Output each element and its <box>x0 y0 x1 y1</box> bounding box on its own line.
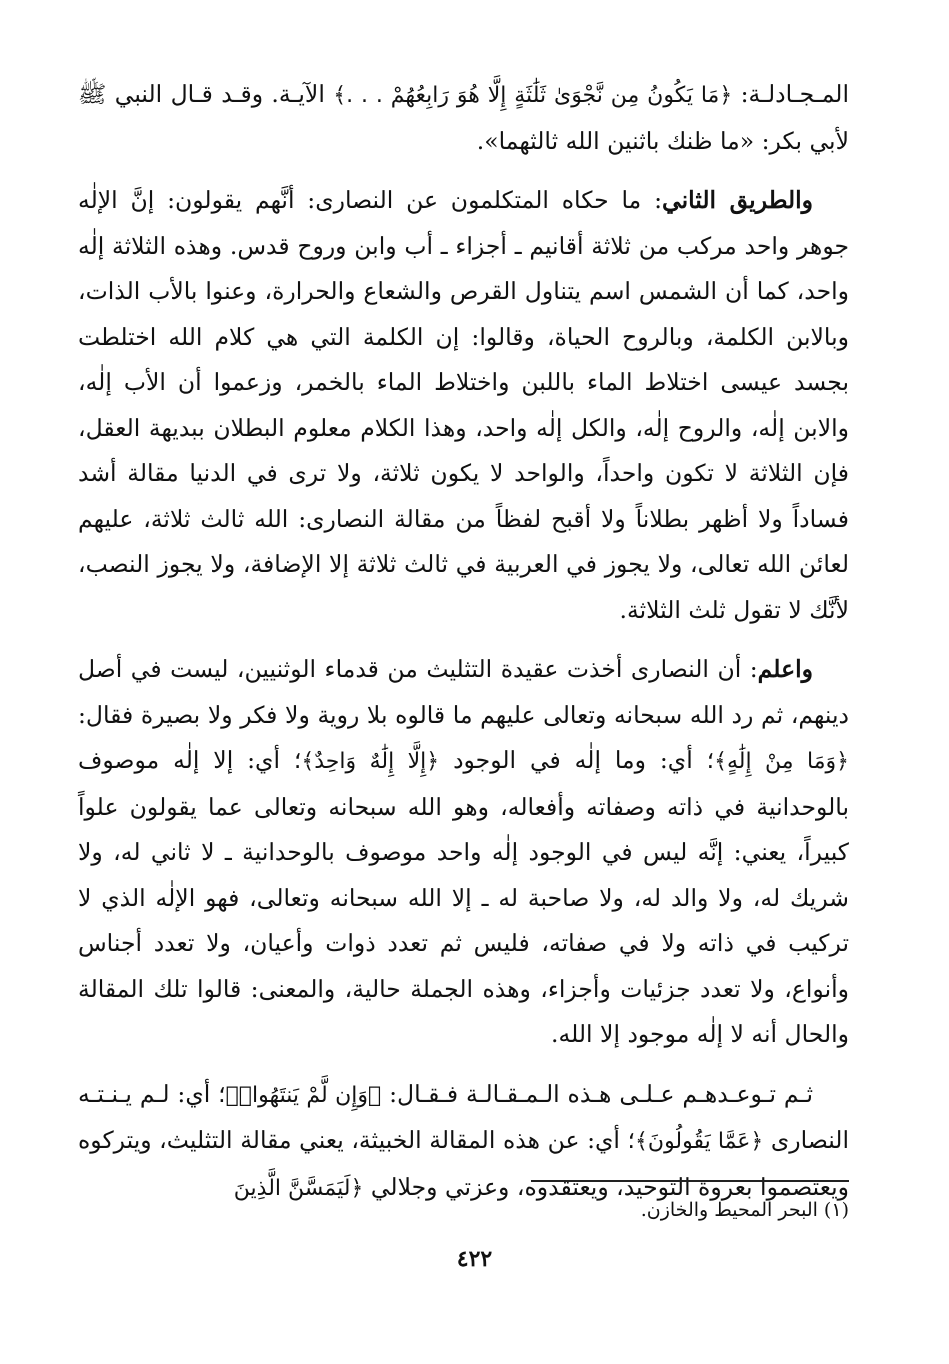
main-text <box>78 72 849 1225</box>
quran-verse: ﴿لَيَمَسَّنَّ الَّذِينَ <box>233 1175 364 1201</box>
footnote: (١) البحر المحيط والخازن. <box>640 1199 849 1221</box>
paragraph-2-lead: والطريق الثاني <box>662 186 814 214</box>
paragraph-2-text: : ما حكاه المتكلمون عن النصارى: أنَّهم يقولون: إنَّ الإلٰه جوهر واحد مركب من ثلاثة أقانيم ـ أجزاء ـ أب وابن وروح قدس. وهذه الثلاثة إلٰه واحد، كما أن الشمس اسم يتناول القرص والشعاع والحرارة، وعنوا بالأب الذات، وبالابن الكلمة، وبالروح الحياة، وقالوا: إن الكلمة التي هي كلام الله اختلطت بجسد عيسى اختلاط الماء باللبن واختلاط الماء بالخمر، وزعموا أن الأب إلٰه، والابن إلٰه، والروح إلٰه، والكل إلٰه واحد، وهذا الكلام معلوم البطلان ببديهة العقل، فإن الثلاثة لا تكون واحداً، والواحد لا يكون ثلاثة، ولا ترى في الدنيا مقالة أشد فساداً ولا أظهر بطلاناً ولا أقبح لفظاً من مقالة النصارى: الله ثالث ثلاثة، عليهم لعائن الله تعالى، ولا يجوز في العربية في ثالث ثلاثة إلا الإضافة، ولا يجوز النصب، لأنَّك لا تقول ثلث الثلاثة. <box>78 186 849 624</box>
paragraph-1-text: الآيـة. وقـد قـال النبي ﷺ لأبي بكر: «ما ظنك باثنين الله ثالثهما». <box>78 80 849 155</box>
quran-verse: ﴿مَا يَكُونُ مِن نَّجْوَىٰ ثَلَٰثَةٍ إِلَّا هُوَ رَابِعُهُمْ . . .﴾ <box>333 83 733 108</box>
paragraph-3-text: ؛ أي: إلا إلٰه موصوف بالوحدانية في ذاته وصفاته وأفعاله، وهو الله سبحانه وتعالى عما يقولون علواً كبيراً، يعني: إنَّه ليس في الوجود إلٰه واحد موصوف بالوحدانية ـ لا ثاني له، ولا شريك له، ولا والد له، ولا صاحبة له ـ إلا الله سبحانه وتعالى، فهو الإلٰه الذي لا تركيب في ذاته ولا في صفاته، فليس ثم تعدد ذوات وأعيان، ولا تعدد أجناس وأنواع، ولا تعدد جزئيات وأجزاء، وهذه الجملة حالية، والمعنى: قالوا تلك المقالة والحال أنه لا إلٰه موجود إلا الله. <box>78 746 849 1048</box>
footnote-divider <box>531 1180 849 1182</box>
paragraph-3-lead: واعلم <box>757 655 813 683</box>
quran-verse: ﴿إِلَّا إِلَٰهٌ وَاحِدٌ﴾ <box>301 749 440 774</box>
paragraph-4-text: ؛ أي: لـم يـنـتـه النصارى <box>78 1079 849 1154</box>
paragraph-3 <box>78 647 849 1058</box>
paragraph-4-text: ثـم تـوعـدهـم عـلـى هـذه الـمـقـالـة فـقـال: <box>381 1079 814 1108</box>
quran-verse: ﴿وَمَا مِنْ إِلَٰهٍ﴾ <box>714 749 850 774</box>
paragraph-3-text: ؛ أي: وما إلٰه في الوجود <box>439 746 715 774</box>
quran-verse: ﴿عَمَّا يَقُولُونَ﴾ <box>635 1129 764 1154</box>
page-number: ٤٢٢ <box>456 1246 493 1272</box>
paragraph-4-text: ؛ أي: عن هذه المقالة الخبيثة، يعني مقالة التثليث، ويتركوه ويعتصموا بعروة التوحيد، ويعتقدوه، وعزتي وجلالي <box>78 1126 849 1201</box>
paragraph-3-text: : أن النصارى أخذت عقيدة التثليث من قدماء الوثنيين، ليست في أصل دينهم، ثم رد الله سبحانه وتعالى عليهم ما قالوه بلا روية ولا فكر ولا بصيرة فقال: <box>78 655 849 729</box>
paragraph-4 <box>78 1072 849 1212</box>
paragraph-1-text: المـجـادلـة: <box>732 80 849 108</box>
quran-verse: ﴿وَإِن لَّمْ يَنتَهُوا۟﴾ <box>225 1082 382 1108</box>
paragraph-1 <box>78 72 849 164</box>
paragraph-2 <box>78 178 849 633</box>
